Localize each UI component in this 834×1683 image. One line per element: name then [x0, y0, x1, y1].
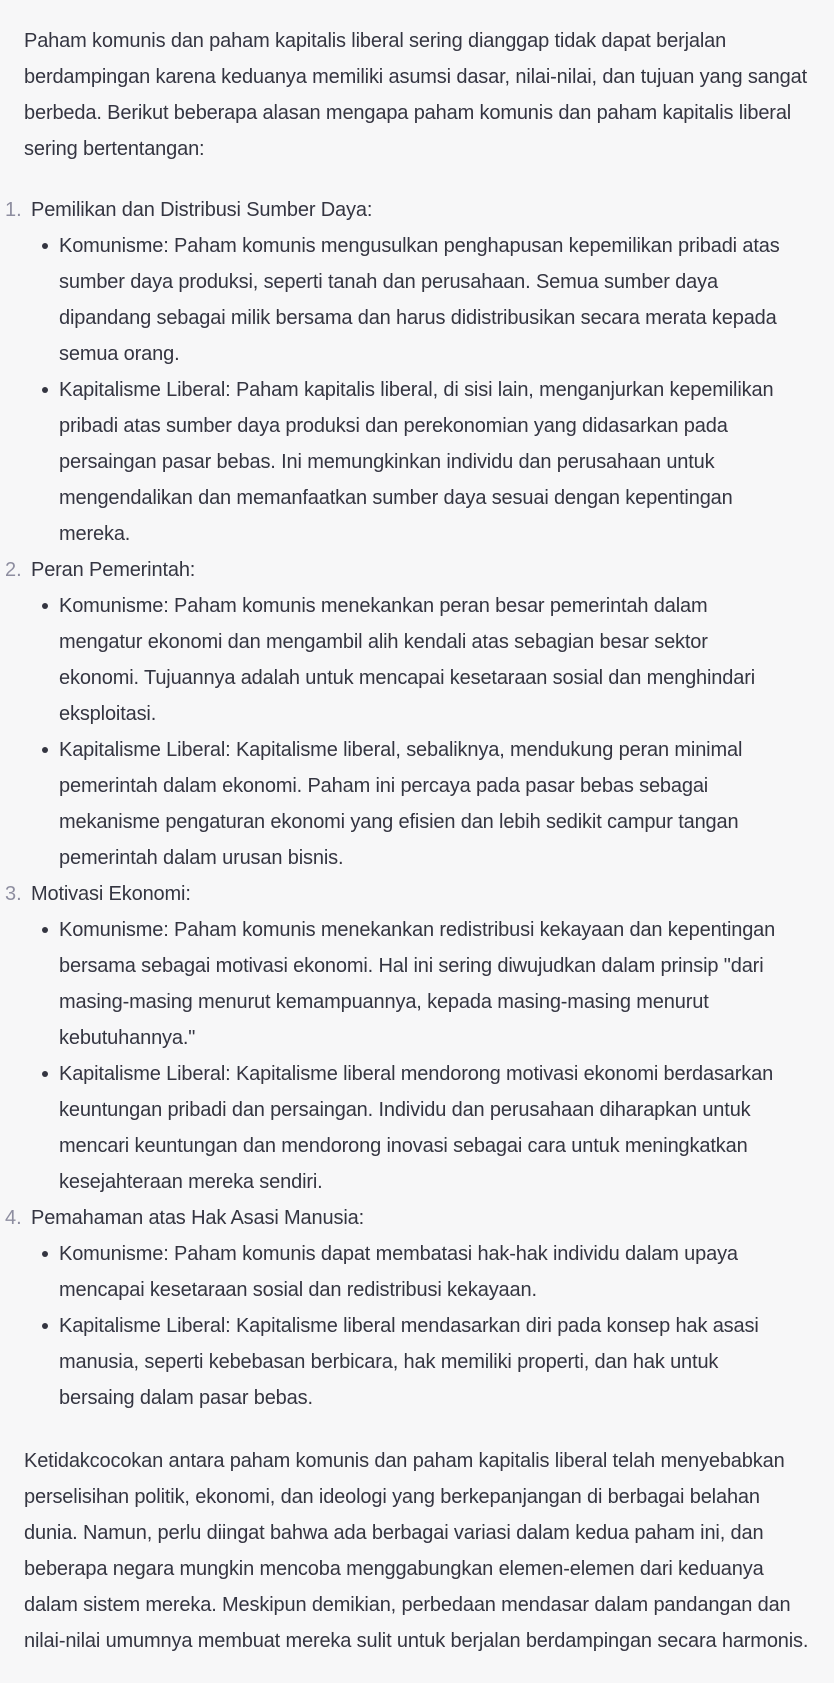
- reason-points: [31, 228, 810, 552]
- reason-title: Pemilikan dan Distribusi Sumber Daya:: [31, 199, 373, 221]
- bullet-icon: [42, 1323, 48, 1329]
- reasons-list: [5, 192, 810, 1416]
- bullet-icon: [42, 927, 48, 933]
- point-text: Komunisme: Paham komunis mengusulkan penghapusan kepemilikan pribadi atas sumber daya produksi, seperti tanah dan perusahaan. Semua sumber daya dipandang sebagai milik bersama dan harus didistribusikan secara merata kepada semua orang.: [59, 235, 780, 365]
- bullet-icon: [42, 747, 48, 753]
- list-item: [59, 732, 810, 876]
- reason-points: [31, 912, 810, 1200]
- list-item: [59, 1236, 810, 1308]
- reason-title: Motivasi Ekonomi:: [31, 883, 191, 905]
- reason-item-2: [5, 552, 810, 876]
- list-number: 1.: [5, 199, 22, 221]
- list-item: [59, 588, 810, 732]
- point-text: Kapitalisme Liberal: Kapitalisme liberal, sebaliknya, mendukung peran minimal pemerintah dalam ekonomi. Paham ini percaya pada pasar bebas sebagai mekanisme pengaturan ekonomi yang efisien dan lebih sedikit campur tangan pemerintah dalam urusan bisnis.: [59, 739, 743, 869]
- point-text: Kapitalisme Liberal: Paham kapitalis liberal, di sisi lain, menganjurkan kepemilikan pribadi atas sumber daya produksi dan perekonomian yang didasarkan pada persaingan pasar bebas. Ini memungkinkan individu dan perusahaan untuk mengendalikan dan memanfaatkan sumber daya sesuai dengan kepentingan mereka.: [59, 379, 774, 545]
- reason-item-1: [5, 192, 810, 552]
- list-item: [59, 912, 810, 1056]
- reason-item-4: [5, 1200, 810, 1416]
- bullet-icon: [42, 387, 48, 393]
- reason-title: Pemahaman atas Hak Asasi Manusia:: [31, 1207, 364, 1229]
- point-text: Kapitalisme Liberal: Kapitalisme liberal mendasarkan diri pada konsep hak asasi manusia, seperti kebebasan berbicara, hak memiliki properti, dan hak untuk bersaing dalam pasar bebas.: [59, 1315, 759, 1409]
- reason-points: [31, 588, 810, 876]
- bullet-icon: [42, 603, 48, 609]
- list-number: 2.: [5, 559, 22, 581]
- reason-title: Peran Pemerintah:: [31, 559, 196, 581]
- intro-paragraph: Paham komunis dan paham kapitalis liberal sering dianggap tidak dapat berjalan berdampingan karena keduanya memiliki asumsi dasar, nilai-nilai, dan tujuan yang sangat berbeda. Berikut beberapa alasan mengapa paham komunis dan paham kapitalis liberal sering bertentangan:: [24, 30, 807, 160]
- list-number: 4.: [5, 1207, 22, 1229]
- list-item: [59, 1056, 810, 1200]
- point-text: Komunisme: Paham komunis menekankan redistribusi kekayaan dan kepentingan bersama sebagai motivasi ekonomi. Hal ini sering diwujudkan dalam prinsip "dari masing-masing menurut kemampuannya, kepada masing-masing menurut kebutuhannya.": [59, 919, 776, 1049]
- list-number: 3.: [5, 883, 22, 905]
- closing-paragraph: Ketidakcocokan antara paham komunis dan paham kapitalis liberal telah menyebabkan perselisihan politik, ekonomi, dan ideologi yang berkepanjangan di berbagai belahan dunia. Namun, perlu diingat bahwa ada berbagai variasi dalam kedua paham ini, dan beberapa negara mungkin mencoba menggabungkan elemen-elemen dari keduanya dalam sistem mereka. Meskipun demikian, perbedaan mendasar dalam pandangan dan nilai-nilai umumnya membuat mereka sulit untuk berjalan berdampingan secara harmonis.: [24, 1450, 809, 1652]
- point-text: Komunisme: Paham komunis menekankan peran besar pemerintah dalam mengatur ekonomi dan mengambil alih kendali atas sebagian besar sektor ekonomi. Tujuannya adalah untuk mencapai kesetaraan sosial dan menghindari eksploitasi.: [59, 595, 756, 725]
- list-item: [59, 1308, 810, 1416]
- bullet-icon: [42, 243, 48, 249]
- bullet-icon: [42, 1071, 48, 1077]
- reason-item-3: [5, 876, 810, 1200]
- point-text: Kapitalisme Liberal: Kapitalisme liberal mendorong motivasi ekonomi berdasarkan keuntungan pribadi dan persaingan. Individu dan perusahaan diharapkan untuk mencari keuntungan dan mendorong inovasi sebagai cara untuk meningkatkan kesejahteraan mereka sendiri.: [59, 1063, 774, 1193]
- point-text: Komunisme: Paham komunis dapat membatasi hak-hak individu dalam upaya mencapai kesetaraan sosial dan redistribusi kekayaan.: [59, 1243, 738, 1301]
- list-item: [59, 228, 810, 372]
- bullet-icon: [42, 1251, 48, 1257]
- reason-points: [31, 1236, 810, 1416]
- list-item: [59, 372, 810, 552]
